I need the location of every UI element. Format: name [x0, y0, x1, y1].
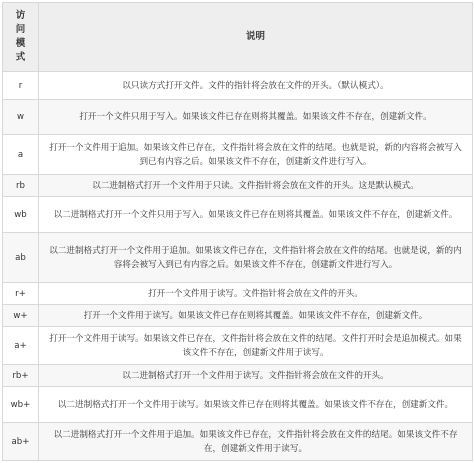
mode-cell: a+ — [3, 327, 39, 365]
description-cell: 打开一个文件用于追加。如果该文件已存在，文件指针将会放在文件的结尾。也就是说，新的内容将会被写入到已有内容之后。如果该文件不存在，创建新文件进行写入。 — [39, 135, 473, 175]
mode-cell: rb — [3, 175, 39, 197]
header-mode — [3, 3, 39, 72]
header-description: 说明 — [39, 3, 473, 72]
mode-cell: w+ — [3, 305, 39, 327]
description-cell: 打开一个文件用于读写。如果该文件已存在，文件指针将会放在文件的结尾。文件打开时会是追加模式。如果该文件不存在，创建新文件用于读写。 — [39, 327, 473, 365]
mode-cell: r — [3, 72, 39, 100]
description-cell: 打开一个文件用于读写。文件指针将会放在文件的开头。 — [39, 283, 473, 305]
table-row — [3, 365, 473, 387]
header-mode-line: 访 — [15, 10, 26, 21]
description-cell: 打开一个文件只用于写入。如果该文件已存在则将其覆盖。如果该文件不存在，创建新文件。 — [39, 100, 473, 135]
mode-cell: ab+ — [3, 423, 39, 461]
description-cell: 以二进制格式打开一个文件用于追加。如果该文件已存在，文件指针将会放在文件的结尾。也就是说，新的内容将会被写入到已有内容之后。如果该文件不存在，创建新文件进行写入。 — [39, 233, 473, 283]
file-mode-table-container — [2, 2, 472, 461]
mode-cell: ab — [3, 233, 39, 283]
description-cell: 以只读方式打开文件。文件的指针将会放在文件的开头。（默认模式）。 — [39, 72, 473, 100]
table-row — [3, 423, 473, 461]
table-row — [3, 100, 473, 135]
mode-cell: w — [3, 100, 39, 135]
description-cell: 以二进制格式打开一个文件用于只读。文件指针将会放在文件的开头。这是默认模式。 — [39, 175, 473, 197]
table-row — [3, 305, 473, 327]
mode-cell: r+ — [3, 283, 39, 305]
description-cell: 以二进制格式打开一个文件只用于写入。如果该文件已存在则将其覆盖。如果该文件不存在，创建新文件。 — [39, 197, 473, 233]
mode-cell: wb — [3, 197, 39, 233]
description-cell: 打开一个文件用于读写。如果该文件已存在则将其覆盖。如果该文件不存在，创建新文件。 — [39, 305, 473, 327]
header-mode-line: 式 — [15, 52, 26, 63]
table-row — [3, 387, 473, 423]
table-row — [3, 135, 473, 175]
mode-cell: rb+ — [3, 365, 39, 387]
header-mode-line: 模 — [15, 38, 26, 49]
file-mode-table — [2, 2, 473, 461]
table-row — [3, 72, 473, 100]
table-row — [3, 175, 473, 197]
table-row — [3, 197, 473, 233]
description-cell: 以二进制格式打开一个文件用于读写。如果该文件已存在则将其覆盖。如果该文件不存在，创建新文件。 — [39, 387, 473, 423]
table-header-row — [3, 3, 473, 72]
description-cell: 以二进制格式打开一个文件用于读写。文件指针将会放在文件的开头。 — [39, 365, 473, 387]
description-cell: 以二进制格式打开一个文件用于追加。如果该文件已存在，文件指针将会放在文件的结尾。如果该文件不存在，创建新文件用于读写。 — [39, 423, 473, 461]
header-mode-line: 问 — [15, 24, 26, 35]
mode-cell: wb+ — [3, 387, 39, 423]
table-row — [3, 327, 473, 365]
table-row — [3, 283, 473, 305]
table-row — [3, 233, 473, 283]
mode-cell: a — [3, 135, 39, 175]
